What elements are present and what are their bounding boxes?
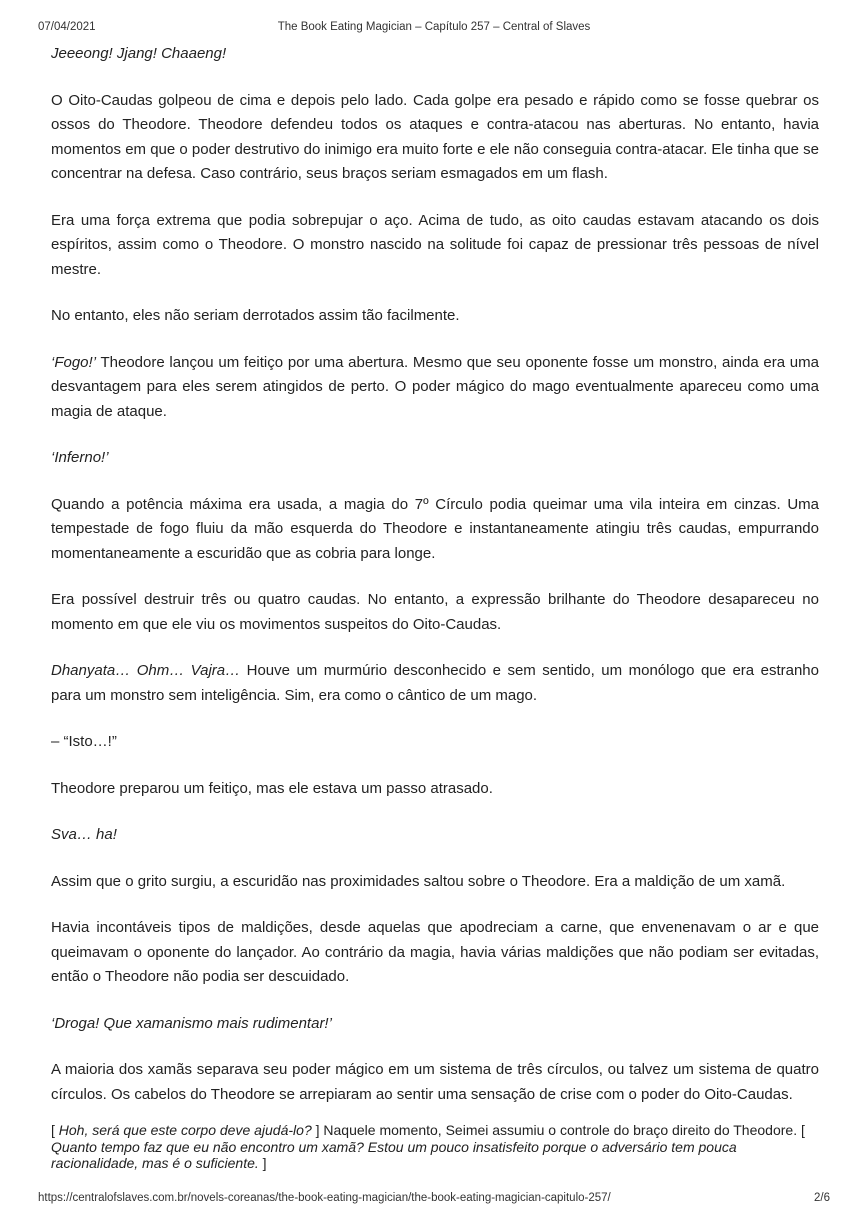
paragraph-6 (51, 446, 819, 471)
paragraph-10 (51, 730, 819, 755)
thought-text: ‘Droga! Que xamanismo mais rudimentar!’ (51, 1014, 332, 1032)
paragraph-text: Assim que o grito surgiu, a escuridão nas proximidades saltou sobre o Theodore. Era a maldição de um xamã. (51, 872, 786, 890)
dialogue-text: Quanto tempo faz que eu não encontro um xamã? Estou um pouco insatisfeito porque o adversário tem pouca racionalidade, mas é o suficiente. (51, 1138, 737, 1171)
paragraph-text: Quando a potência máxima era usada, a magia do 7º Círculo podia queimar uma vila inteira em cinzas. Uma tempestade de fogo fluiu da mão esquerda do Theodore e instantaneamente atingiu três caudas, empurrando momentaneamente a escuridão que as cobria para longe. (51, 495, 819, 562)
paragraph-1 (51, 42, 819, 67)
footer-url: https://centralofslaves.com.br/novels-coreanas/the-book-eating-magician/the-book-eating-magician-capitulo-257/ (38, 1192, 611, 1204)
paragraph-16 (51, 1058, 819, 1107)
paragraph-14 (51, 916, 819, 990)
paragraph-13 (51, 870, 819, 895)
paragraph-12 (51, 823, 819, 848)
paragraph-17: [ Hoh, será que este corpo deve ajudá-lo? ] Naquele momento, Seimei assumiu o controle do braço direito do Theodore. [ Quanto tempo faz que eu não encontro um xamã? Estou um pouco insatisfeito porque o adversário tem pouca racionalidade, mas é o suficiente. ] (51, 1122, 805, 1171)
paragraph-text: A maioria dos xamãs separava seu poder mágico em um sistema de três círculos, ou talvez um sistema de quatro círculos. Os cabelos do Theodore se arrepiaram ao sentir uma sensação de crise com o poder do Oito-Caudas. (51, 1061, 819, 1103)
paragraph-9 (51, 659, 819, 708)
paragraph-8 (51, 588, 819, 637)
header-title: The Book Eating Magician – Capítulo 257 – Central of Slaves (277, 21, 591, 33)
paragraph-text: Houve um murmúrio desconhecido e sem sentido, um monólogo que era estranho para um monstro sem inteligência. Sim, era como o cântico de um mago. (51, 662, 819, 704)
paragraph-text: No entanto, eles não seriam derrotados assim tão facilmente. (51, 307, 460, 324)
paragraph-text: Theodore lançou um feitiço por uma abertura. Mesmo que seu oponente fosse um monstro, ainda era uma desvantagem para eles serem atingidos de perto. O poder mágico do mago eventualmente apareceu como uma magia de ataque. (51, 353, 819, 420)
paragraph-text: – “Isto…!” (51, 733, 117, 750)
paragraph-11 (51, 777, 819, 802)
chant-text: Sva… ha! (51, 826, 117, 843)
paragraph-text: ] Naquele momento, Seimei assumiu o controle do braço direito do Theodore. [ (311, 1122, 805, 1138)
thought-text: ‘Fogo!’ (51, 353, 97, 371)
thought-text: ‘Inferno!’ (51, 449, 109, 466)
paragraph-text: Havia incontáveis tipos de maldições, desde aquelas que apodreciam a carne, que envenenavam o ar e que queimavam o oponente do lançador. Ao contrário da magia, havia várias maldições que não podiam ser evitadas, então o Theodore não podia ser descuidado. (51, 919, 819, 985)
paragraph-text: Theodore preparou um feitiço, mas ele estava um passo atrasado. (51, 779, 493, 797)
paragraph-2 (51, 89, 819, 187)
paragraph-7 (51, 493, 819, 567)
sound-effect-text: Jeeeong! Jjang! Chaaeng! (51, 45, 227, 62)
header-date: 07/04/2021 (38, 21, 96, 33)
page-number: 2/6 (814, 1192, 830, 1204)
paragraph-text: Era uma força extrema que podia sobrepujar o aço. Acima de tudo, as oito caudas estavam atacando os dois espíritos, assim como o Theodore. O monstro nascido na solitude foi capaz de pressionar três pessoas de nível mestre. (51, 211, 819, 278)
paragraph-3 (51, 209, 819, 283)
paragraph-5 (51, 351, 819, 425)
paragraph-text: Era possível destruir três ou quatro caudas. No entanto, a expressão brilhante do Theodore desapareceu no momento em que ele viu os movimentos suspeitos do Oito-Caudas. (51, 591, 819, 633)
chant-text: Dhanyata… Ohm… Vajra… (51, 662, 241, 679)
paragraph-text: O Oito-Caudas golpeou de cima e depois pelo lado. Cada golpe era pesado e rápido como se fosse quebrar os ossos do Theodore. Theodore defendeu todos os ataques e contra-atacou nas aberturas. No entanto, havia momentos em que o poder destrutivo do inimigo era muito forte e ele não conseguia contra-atacar. Ele tinha que se concentrar na defesa. Caso contrário, seus braços seriam esmagados em um flash. (51, 91, 819, 182)
paragraph-4 (51, 304, 819, 329)
article-body (51, 42, 819, 1172)
paragraph-15 (51, 1012, 819, 1037)
dialogue-text: Hoh, será que este corpo deve ajudá-lo? (58, 1122, 312, 1138)
